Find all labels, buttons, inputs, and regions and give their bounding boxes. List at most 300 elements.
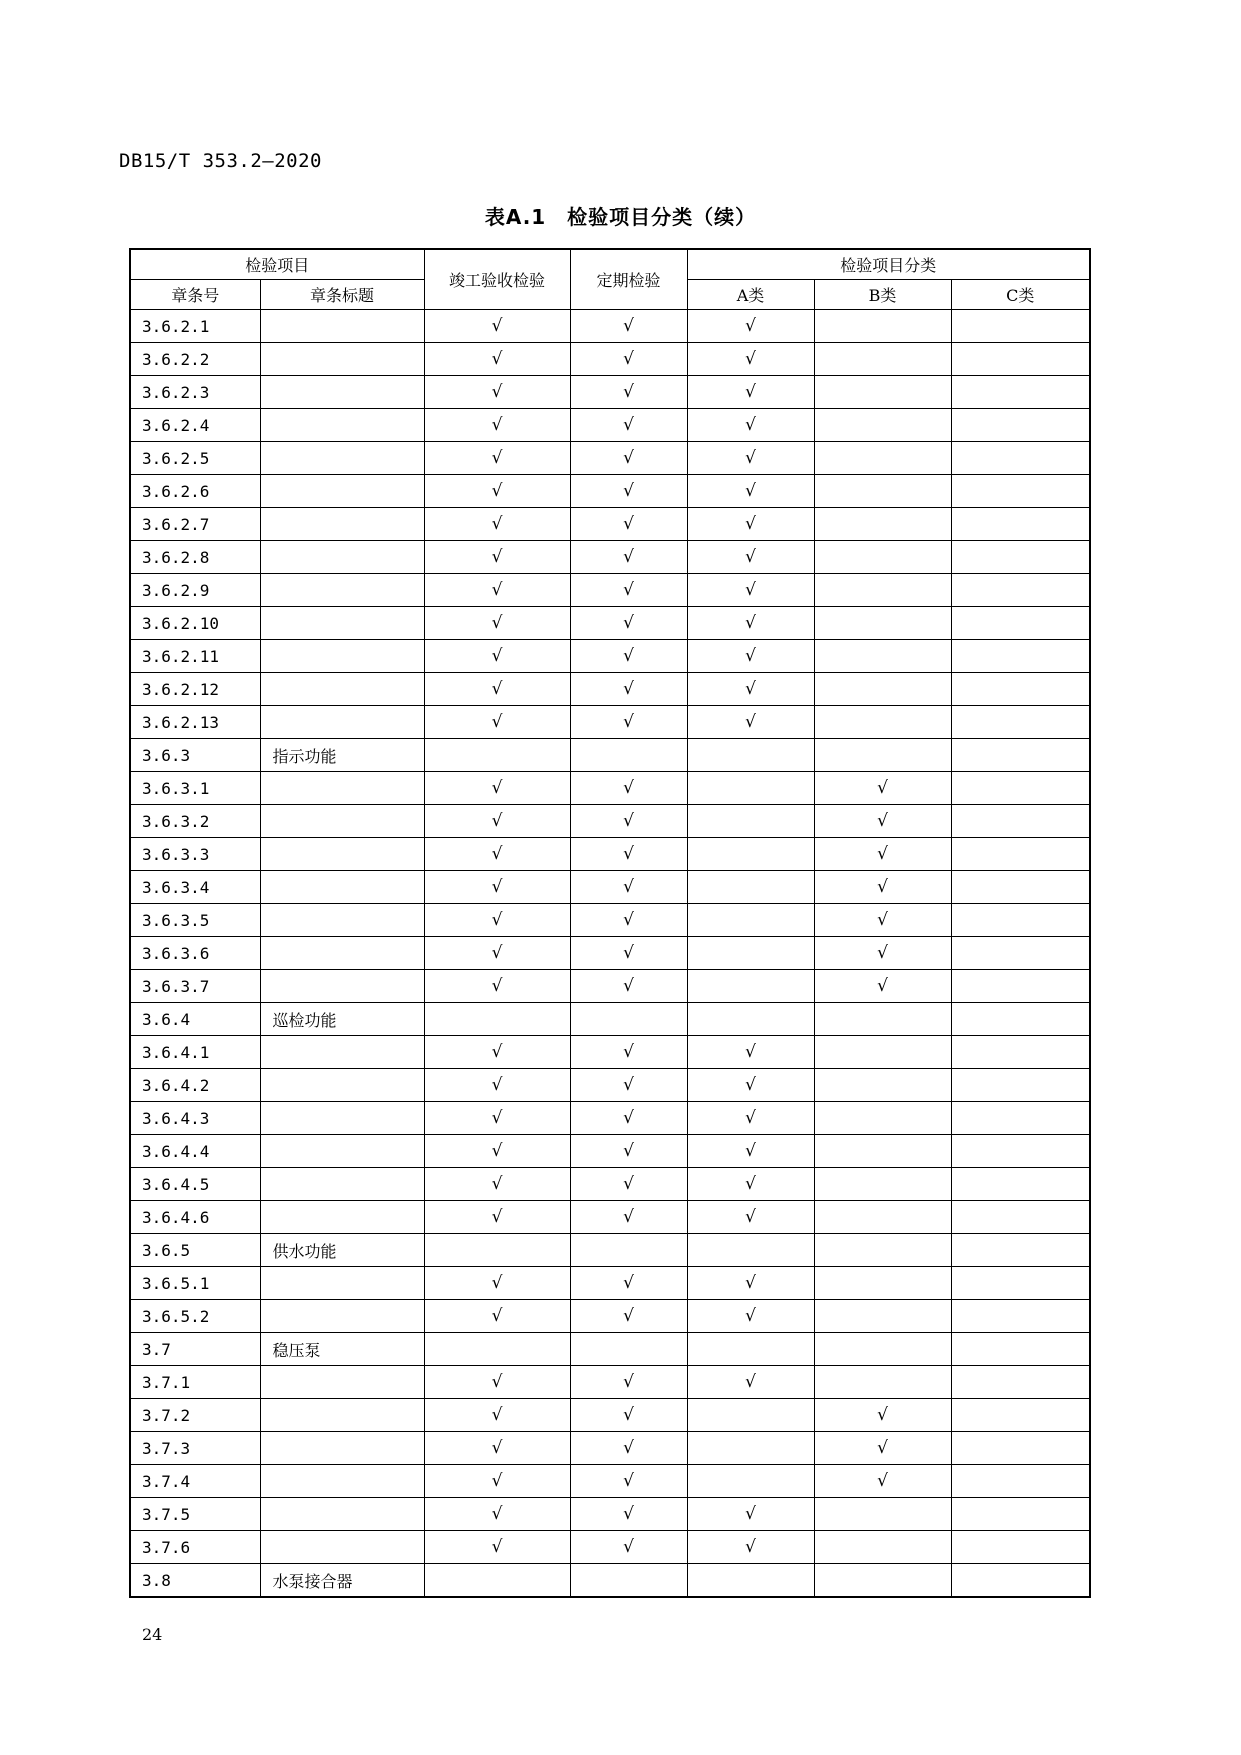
check-mark-icon: √ bbox=[623, 943, 634, 963]
table-row bbox=[130, 706, 1090, 739]
check-mark-icon: √ bbox=[623, 382, 634, 402]
check-mark-icon: √ bbox=[745, 1372, 756, 1392]
check-mark-icon: √ bbox=[623, 1141, 634, 1161]
category-c-check-cell bbox=[951, 1399, 1090, 1432]
check-mark-icon: √ bbox=[623, 316, 634, 336]
check-mark-icon: √ bbox=[623, 514, 634, 534]
category-a-check-cell bbox=[687, 937, 814, 970]
check-mark-icon: √ bbox=[745, 1504, 756, 1524]
periodic-check-cell bbox=[570, 376, 687, 409]
check-mark-icon: √ bbox=[491, 712, 503, 732]
clause-title-cell: 水泵接合器 bbox=[260, 1564, 424, 1598]
clause-title-cell bbox=[260, 574, 424, 607]
clause-title-cell bbox=[260, 1036, 424, 1069]
category-c-check-cell bbox=[951, 937, 1090, 970]
check-mark-icon: √ bbox=[623, 877, 634, 897]
check-mark-icon: √ bbox=[491, 1438, 503, 1458]
clause-number-cell: 3.6.4.4 bbox=[130, 1135, 260, 1168]
completion-check-cell bbox=[424, 541, 570, 574]
check-mark-icon: √ bbox=[491, 415, 503, 435]
category-a-check-cell bbox=[687, 805, 814, 838]
clause-number-cell: 3.6.4.1 bbox=[130, 1036, 260, 1069]
completion-check-cell bbox=[424, 1564, 570, 1598]
check-mark-icon: √ bbox=[745, 1537, 756, 1557]
check-mark-icon: √ bbox=[491, 1273, 503, 1293]
periodic-check-cell bbox=[570, 1432, 687, 1465]
table-row bbox=[130, 310, 1090, 343]
check-mark-icon: √ bbox=[491, 547, 503, 567]
check-mark-icon: √ bbox=[491, 1174, 503, 1194]
category-c-check-cell bbox=[951, 1036, 1090, 1069]
check-mark-icon: √ bbox=[745, 646, 756, 666]
check-mark-icon: √ bbox=[491, 1537, 503, 1557]
check-mark-icon: √ bbox=[491, 877, 503, 897]
category-b-check-cell bbox=[814, 1432, 951, 1465]
category-c-check-cell bbox=[951, 1300, 1090, 1333]
clause-number-cell: 3.6.2.10 bbox=[130, 607, 260, 640]
clause-number-cell: 3.6.2.12 bbox=[130, 673, 260, 706]
clause-number-cell: 3.6.2.3 bbox=[130, 376, 260, 409]
category-a-check-cell bbox=[687, 1498, 814, 1531]
check-mark-icon: √ bbox=[491, 976, 503, 996]
completion-check-cell bbox=[424, 475, 570, 508]
check-mark-icon: √ bbox=[745, 613, 756, 633]
category-b-check-cell bbox=[814, 475, 951, 508]
check-mark-icon: √ bbox=[491, 1504, 503, 1524]
clause-number-cell: 3.7.6 bbox=[130, 1531, 260, 1564]
periodic-check-cell bbox=[570, 1135, 687, 1168]
category-b-check-cell bbox=[814, 838, 951, 871]
clause-number-cell: 3.6.2.4 bbox=[130, 409, 260, 442]
category-b-check-cell bbox=[814, 1531, 951, 1564]
clause-title-cell bbox=[260, 343, 424, 376]
category-b-check-cell bbox=[814, 1465, 951, 1498]
table-row bbox=[130, 475, 1090, 508]
check-mark-icon: √ bbox=[491, 514, 503, 534]
category-c-check-cell bbox=[951, 706, 1090, 739]
clause-title-cell bbox=[260, 640, 424, 673]
clause-title-cell bbox=[260, 706, 424, 739]
category-b-check-cell bbox=[814, 1267, 951, 1300]
clause-number-cell: 3.6.4.6 bbox=[130, 1201, 260, 1234]
check-mark-icon: √ bbox=[491, 910, 503, 930]
category-c-check-cell bbox=[951, 310, 1090, 343]
check-mark-icon: √ bbox=[877, 976, 888, 996]
clause-title-cell bbox=[260, 772, 424, 805]
category-b-check-cell bbox=[814, 1003, 951, 1036]
clause-number-cell: 3.6.2.5 bbox=[130, 442, 260, 475]
periodic-check-cell bbox=[570, 1564, 687, 1598]
periodic-check-cell bbox=[570, 1498, 687, 1531]
clause-number-cell: 3.7.2 bbox=[130, 1399, 260, 1432]
completion-check-cell bbox=[424, 772, 570, 805]
check-mark-icon: √ bbox=[877, 910, 888, 930]
check-mark-icon: √ bbox=[623, 1207, 634, 1227]
category-c-check-cell bbox=[951, 1366, 1090, 1399]
check-mark-icon: √ bbox=[491, 1042, 503, 1062]
table-row bbox=[130, 1399, 1090, 1432]
completion-check-cell bbox=[424, 1135, 570, 1168]
check-mark-icon: √ bbox=[491, 316, 503, 336]
table-row bbox=[130, 1432, 1090, 1465]
completion-check-cell bbox=[424, 1036, 570, 1069]
category-a-check-cell bbox=[687, 442, 814, 475]
completion-check-cell bbox=[424, 970, 570, 1003]
periodic-check-cell bbox=[570, 1003, 687, 1036]
table-number: 表A.1 bbox=[484, 205, 547, 229]
completion-check-cell bbox=[424, 1432, 570, 1465]
header-category-c: C类 bbox=[951, 280, 1090, 310]
completion-check-cell bbox=[424, 1399, 570, 1432]
category-a-check-cell bbox=[687, 475, 814, 508]
check-mark-icon: √ bbox=[623, 1372, 634, 1392]
clause-title-cell bbox=[260, 310, 424, 343]
periodic-check-cell bbox=[570, 904, 687, 937]
category-b-check-cell bbox=[814, 871, 951, 904]
category-b-check-cell bbox=[814, 772, 951, 805]
clause-title-cell bbox=[260, 1465, 424, 1498]
clause-number-cell: 3.6.2.7 bbox=[130, 508, 260, 541]
category-c-check-cell bbox=[951, 1069, 1090, 1102]
category-a-check-cell bbox=[687, 871, 814, 904]
check-mark-icon: √ bbox=[623, 1504, 634, 1524]
check-mark-icon: √ bbox=[623, 1108, 634, 1128]
table-row bbox=[130, 1564, 1090, 1598]
header-clause-number: 章条号 bbox=[130, 280, 260, 310]
clause-title-cell bbox=[260, 805, 424, 838]
category-a-check-cell bbox=[687, 673, 814, 706]
header-category-a: A类 bbox=[687, 280, 814, 310]
table-row bbox=[130, 1267, 1090, 1300]
periodic-check-cell bbox=[570, 1399, 687, 1432]
check-mark-icon: √ bbox=[491, 778, 503, 798]
category-b-check-cell bbox=[814, 673, 951, 706]
clause-title-cell bbox=[260, 1399, 424, 1432]
periodic-check-cell bbox=[570, 937, 687, 970]
category-b-check-cell bbox=[814, 1069, 951, 1102]
clause-number-cell: 3.6.4.5 bbox=[130, 1168, 260, 1201]
header-item-category: 检验项目分类 bbox=[687, 249, 1090, 280]
clause-title-cell bbox=[260, 1366, 424, 1399]
clause-title-cell bbox=[260, 1168, 424, 1201]
category-c-check-cell bbox=[951, 1465, 1090, 1498]
clause-title-cell bbox=[260, 838, 424, 871]
category-a-check-cell bbox=[687, 409, 814, 442]
table-body bbox=[130, 310, 1090, 1598]
check-mark-icon: √ bbox=[745, 1075, 756, 1095]
category-c-check-cell bbox=[951, 541, 1090, 574]
check-mark-icon: √ bbox=[745, 1174, 756, 1194]
clause-number-cell: 3.6.5.2 bbox=[130, 1300, 260, 1333]
completion-check-cell bbox=[424, 1201, 570, 1234]
check-mark-icon: √ bbox=[623, 778, 634, 798]
clause-number-cell: 3.6.3.5 bbox=[130, 904, 260, 937]
check-mark-icon: √ bbox=[745, 481, 756, 501]
completion-check-cell bbox=[424, 1069, 570, 1102]
completion-check-cell bbox=[424, 1234, 570, 1267]
periodic-check-cell bbox=[570, 1102, 687, 1135]
category-a-check-cell bbox=[687, 1366, 814, 1399]
table-row bbox=[130, 442, 1090, 475]
category-a-check-cell bbox=[687, 541, 814, 574]
category-b-check-cell bbox=[814, 376, 951, 409]
category-b-check-cell bbox=[814, 607, 951, 640]
category-c-check-cell bbox=[951, 673, 1090, 706]
check-mark-icon: √ bbox=[491, 1306, 503, 1326]
periodic-check-cell bbox=[570, 871, 687, 904]
check-mark-icon: √ bbox=[745, 1207, 756, 1227]
table-row bbox=[130, 772, 1090, 805]
category-b-check-cell bbox=[814, 508, 951, 541]
completion-check-cell bbox=[424, 343, 570, 376]
category-c-check-cell bbox=[951, 1003, 1090, 1036]
category-a-check-cell bbox=[687, 1201, 814, 1234]
clause-title-cell bbox=[260, 1432, 424, 1465]
category-b-check-cell bbox=[814, 1201, 951, 1234]
table-row bbox=[130, 673, 1090, 706]
check-mark-icon: √ bbox=[745, 1108, 756, 1128]
clause-number-cell: 3.6.3.2 bbox=[130, 805, 260, 838]
category-b-check-cell bbox=[814, 1399, 951, 1432]
clause-title-cell: 供水功能 bbox=[260, 1234, 424, 1267]
check-mark-icon: √ bbox=[623, 976, 634, 996]
completion-check-cell bbox=[424, 1498, 570, 1531]
table-row bbox=[130, 607, 1090, 640]
check-mark-icon: √ bbox=[623, 547, 634, 567]
category-a-check-cell bbox=[687, 1465, 814, 1498]
category-c-check-cell bbox=[951, 739, 1090, 772]
check-mark-icon: √ bbox=[623, 613, 634, 633]
category-b-check-cell bbox=[814, 1168, 951, 1201]
periodic-check-cell bbox=[570, 1465, 687, 1498]
category-a-check-cell bbox=[687, 1102, 814, 1135]
clause-title-cell bbox=[260, 1531, 424, 1564]
check-mark-icon: √ bbox=[877, 811, 888, 831]
table-row bbox=[130, 508, 1090, 541]
category-c-check-cell bbox=[951, 574, 1090, 607]
check-mark-icon: √ bbox=[623, 580, 634, 600]
check-mark-icon: √ bbox=[491, 481, 503, 501]
category-a-check-cell bbox=[687, 904, 814, 937]
check-mark-icon: √ bbox=[745, 349, 756, 369]
clause-title-cell bbox=[260, 1300, 424, 1333]
periodic-check-cell bbox=[570, 310, 687, 343]
table-row bbox=[130, 805, 1090, 838]
completion-check-cell bbox=[424, 574, 570, 607]
check-mark-icon: √ bbox=[623, 448, 634, 468]
category-c-check-cell bbox=[951, 1201, 1090, 1234]
table-row bbox=[130, 1069, 1090, 1102]
table-row bbox=[130, 541, 1090, 574]
completion-check-cell bbox=[424, 1003, 570, 1036]
periodic-check-cell bbox=[570, 838, 687, 871]
completion-check-cell bbox=[424, 673, 570, 706]
check-mark-icon: √ bbox=[623, 1075, 634, 1095]
completion-check-cell bbox=[424, 310, 570, 343]
clause-number-cell: 3.6.4 bbox=[130, 1003, 260, 1036]
completion-check-cell bbox=[424, 739, 570, 772]
category-a-check-cell bbox=[687, 508, 814, 541]
category-b-check-cell bbox=[814, 1234, 951, 1267]
check-mark-icon: √ bbox=[623, 481, 634, 501]
category-c-check-cell bbox=[951, 409, 1090, 442]
periodic-check-cell bbox=[570, 541, 687, 574]
check-mark-icon: √ bbox=[623, 844, 634, 864]
clause-title-cell: 指示功能 bbox=[260, 739, 424, 772]
clause-number-cell: 3.6.3 bbox=[130, 739, 260, 772]
clause-number-cell: 3.6.3.3 bbox=[130, 838, 260, 871]
periodic-check-cell bbox=[570, 772, 687, 805]
category-c-check-cell bbox=[951, 508, 1090, 541]
check-mark-icon: √ bbox=[623, 1438, 634, 1458]
check-mark-icon: √ bbox=[491, 844, 503, 864]
clause-number-cell: 3.6.3.7 bbox=[130, 970, 260, 1003]
category-c-check-cell bbox=[951, 871, 1090, 904]
periodic-check-cell bbox=[570, 1267, 687, 1300]
completion-check-cell bbox=[424, 1333, 570, 1366]
check-mark-icon: √ bbox=[491, 580, 503, 600]
category-a-check-cell bbox=[687, 1531, 814, 1564]
check-mark-icon: √ bbox=[623, 415, 634, 435]
table-row bbox=[130, 1366, 1090, 1399]
document-code: DB15/T 353.2—2020 bbox=[119, 150, 322, 172]
category-b-check-cell bbox=[814, 343, 951, 376]
check-mark-icon: √ bbox=[623, 1405, 634, 1425]
category-c-check-cell bbox=[951, 805, 1090, 838]
category-a-check-cell bbox=[687, 706, 814, 739]
completion-check-cell bbox=[424, 1366, 570, 1399]
check-mark-icon: √ bbox=[623, 1174, 634, 1194]
check-mark-icon: √ bbox=[623, 1306, 634, 1326]
check-mark-icon: √ bbox=[491, 943, 503, 963]
category-c-check-cell bbox=[951, 1498, 1090, 1531]
clause-number-cell: 3.6.3.4 bbox=[130, 871, 260, 904]
category-c-check-cell bbox=[951, 772, 1090, 805]
table-row bbox=[130, 1036, 1090, 1069]
clause-title-cell bbox=[260, 937, 424, 970]
completion-check-cell bbox=[424, 937, 570, 970]
clause-title-cell bbox=[260, 1498, 424, 1531]
table-row bbox=[130, 871, 1090, 904]
category-b-check-cell bbox=[814, 640, 951, 673]
clause-title-cell bbox=[260, 1069, 424, 1102]
check-mark-icon: √ bbox=[491, 646, 503, 666]
category-c-check-cell bbox=[951, 1135, 1090, 1168]
category-a-check-cell bbox=[687, 1333, 814, 1366]
category-b-check-cell bbox=[814, 442, 951, 475]
clause-title-cell bbox=[260, 1102, 424, 1135]
category-b-check-cell bbox=[814, 970, 951, 1003]
category-c-check-cell bbox=[951, 1102, 1090, 1135]
periodic-check-cell bbox=[570, 1366, 687, 1399]
category-b-check-cell bbox=[814, 574, 951, 607]
check-mark-icon: √ bbox=[745, 547, 756, 567]
category-a-check-cell bbox=[687, 1036, 814, 1069]
periodic-check-cell bbox=[570, 1234, 687, 1267]
category-c-check-cell bbox=[951, 970, 1090, 1003]
table-row bbox=[130, 970, 1090, 1003]
category-c-check-cell bbox=[951, 1531, 1090, 1564]
clause-title-cell bbox=[260, 1267, 424, 1300]
check-mark-icon: √ bbox=[623, 646, 634, 666]
check-mark-icon: √ bbox=[623, 910, 634, 930]
category-a-check-cell bbox=[687, 1069, 814, 1102]
category-a-check-cell bbox=[687, 1564, 814, 1598]
completion-check-cell bbox=[424, 1168, 570, 1201]
category-b-check-cell bbox=[814, 1333, 951, 1366]
category-b-check-cell bbox=[814, 1300, 951, 1333]
clause-title-cell bbox=[260, 607, 424, 640]
category-a-check-cell bbox=[687, 376, 814, 409]
check-mark-icon: √ bbox=[745, 382, 756, 402]
category-a-check-cell bbox=[687, 1003, 814, 1036]
table-row bbox=[130, 1234, 1090, 1267]
periodic-check-cell bbox=[570, 673, 687, 706]
category-c-check-cell bbox=[951, 838, 1090, 871]
category-a-check-cell bbox=[687, 1432, 814, 1465]
completion-check-cell bbox=[424, 1531, 570, 1564]
clause-number-cell: 3.6.5.1 bbox=[130, 1267, 260, 1300]
check-mark-icon: √ bbox=[745, 415, 756, 435]
periodic-check-cell bbox=[570, 1069, 687, 1102]
check-mark-icon: √ bbox=[623, 679, 634, 699]
check-mark-icon: √ bbox=[623, 349, 634, 369]
check-mark-icon: √ bbox=[745, 1306, 756, 1326]
category-b-check-cell bbox=[814, 1366, 951, 1399]
page-number: 24 bbox=[142, 1625, 163, 1644]
category-a-check-cell bbox=[687, 574, 814, 607]
check-mark-icon: √ bbox=[491, 811, 503, 831]
table-row bbox=[130, 739, 1090, 772]
completion-check-cell bbox=[424, 442, 570, 475]
periodic-check-cell bbox=[570, 442, 687, 475]
clause-title-cell bbox=[260, 376, 424, 409]
category-a-check-cell bbox=[687, 343, 814, 376]
category-b-check-cell bbox=[814, 1564, 951, 1598]
clause-number-cell: 3.8 bbox=[130, 1564, 260, 1598]
check-mark-icon: √ bbox=[877, 1438, 888, 1458]
category-b-check-cell bbox=[814, 1036, 951, 1069]
periodic-check-cell bbox=[570, 706, 687, 739]
clause-title-cell: 稳压泵 bbox=[260, 1333, 424, 1366]
category-a-check-cell bbox=[687, 1267, 814, 1300]
check-mark-icon: √ bbox=[491, 448, 503, 468]
check-mark-icon: √ bbox=[745, 514, 756, 534]
category-b-check-cell bbox=[814, 937, 951, 970]
check-mark-icon: √ bbox=[745, 679, 756, 699]
header-inspection-item: 检验项目 bbox=[130, 249, 424, 280]
periodic-check-cell bbox=[570, 574, 687, 607]
clause-number-cell: 3.6.2.9 bbox=[130, 574, 260, 607]
inspection-category-table bbox=[129, 248, 1091, 1598]
periodic-check-cell bbox=[570, 475, 687, 508]
clause-number-cell: 3.7.1 bbox=[130, 1366, 260, 1399]
completion-check-cell bbox=[424, 409, 570, 442]
check-mark-icon: √ bbox=[877, 1471, 888, 1491]
periodic-check-cell bbox=[570, 1531, 687, 1564]
category-b-check-cell bbox=[814, 1102, 951, 1135]
periodic-check-cell bbox=[570, 607, 687, 640]
completion-check-cell bbox=[424, 607, 570, 640]
clause-number-cell: 3.6.2.13 bbox=[130, 706, 260, 739]
category-a-check-cell bbox=[687, 772, 814, 805]
category-a-check-cell bbox=[687, 739, 814, 772]
category-a-check-cell bbox=[687, 838, 814, 871]
completion-check-cell bbox=[424, 838, 570, 871]
category-c-check-cell bbox=[951, 1564, 1090, 1598]
check-mark-icon: √ bbox=[623, 712, 634, 732]
clause-title-cell bbox=[260, 409, 424, 442]
